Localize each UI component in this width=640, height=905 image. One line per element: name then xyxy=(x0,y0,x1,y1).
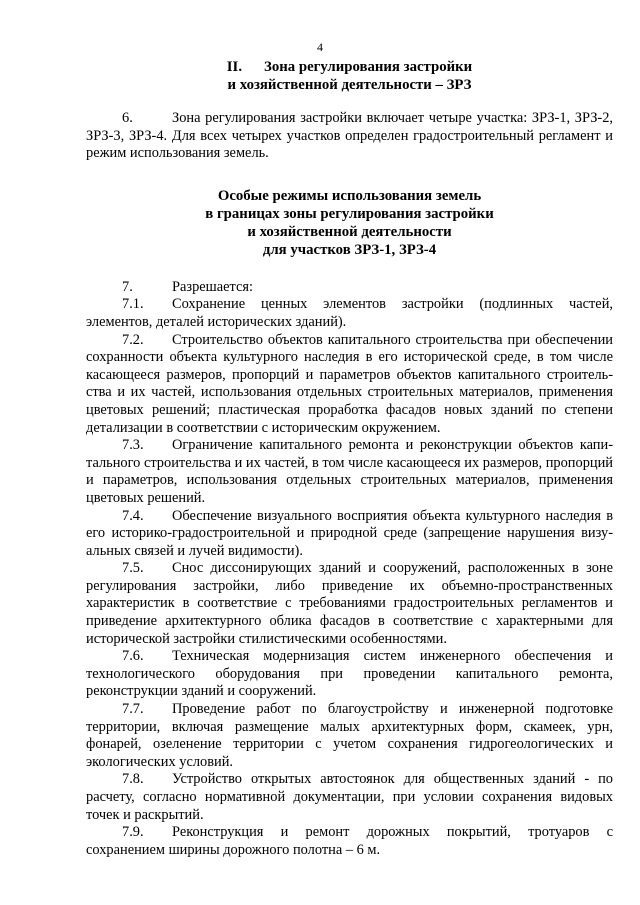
paragraph-7 xyxy=(86,279,613,297)
item-7-2 xyxy=(86,332,613,438)
item-text: Проведение работ по благоустройству и инженерной подготовке территории, включая размещение малых архитектурных форм, скамеек, урн, фонарей, озеленение территории с учетом сохранения гидрогеологических и экологических условий. xyxy=(86,701,613,770)
subsection-heading-line1: Особые режимы использования земель xyxy=(217,187,482,204)
section-heading-line1 xyxy=(86,58,613,76)
item-number: 7.2. xyxy=(122,331,144,348)
paragraph-6 xyxy=(86,110,613,163)
item-7-8 xyxy=(86,771,613,824)
paragraph-number: 6. xyxy=(122,110,133,126)
item-7-1 xyxy=(86,296,613,331)
section-title-line2: и хозяйственной деятельности – ЗРЗ xyxy=(227,77,472,93)
page-number: 4 xyxy=(317,40,323,54)
item-text: Техническая модернизация систем инженерного обеспечения и технологического оборудования при проведении капитального ремонта, реконструкции зданий и сооружений. xyxy=(86,648,613,700)
item-number: 7.4. xyxy=(122,507,144,524)
paragraph-number: 7. xyxy=(122,278,133,295)
section-title-line1: Зона регулирования застройки xyxy=(264,59,473,75)
item-7-7 xyxy=(86,701,613,771)
item-number: 7.9. xyxy=(122,824,144,841)
subsection-heading xyxy=(86,187,613,259)
item-text: Обеспечение визуального восприятия объекта культурного наследия в его историко-градостроительной и природной среде (запрещение нарушения визуальных связей и лучей видимости). xyxy=(86,507,613,559)
document-body xyxy=(86,58,613,859)
item-text: Снос диссонирующих зданий и сооружений, расположенных в зоне регулирования застройки, либо приведение их объемно-пространственных характеристик в соответствие с требованиями градостроительных регламентов и приведение архитектурного облика фасадов в соответствие с характерными для исторической застройки стилистическими особенностями. xyxy=(86,560,613,647)
item-text: Сохранение ценных элементов застройки (подлинных частей, элементов, деталей исторических зданий). xyxy=(86,296,613,330)
item-7-5 xyxy=(86,560,613,648)
item-7-4 xyxy=(86,508,613,561)
section-heading xyxy=(86,58,613,94)
subsection-heading-line3: и хозяйственной деятельности xyxy=(247,223,452,240)
item-text: Устройство открытых автостоянок для общественных зданий - по расчету, согласно нормативной документации, при условии сохранения видовых точек и раскрытий. xyxy=(86,771,613,823)
item-number: 7.3. xyxy=(122,437,144,454)
item-number: 7.7. xyxy=(122,701,144,718)
item-number: 7.5. xyxy=(122,560,144,577)
item-text: Реконструкция и ремонт дорожных покрытий, тротуаров с сохранением ширины дорожного полотна – 6 м. xyxy=(86,824,613,858)
item-7-9 xyxy=(86,824,613,859)
section-numeral: II. xyxy=(226,59,243,75)
subsection-heading-line4: для участков ЗРЗ-1, ЗРЗ-4 xyxy=(262,241,437,258)
item-number: 7.1. xyxy=(122,296,144,313)
subsection-heading-line2: в границах зоны регулирования застройки xyxy=(205,205,494,222)
item-text: Строительство объектов капитального строительства при обеспечении сохранности объекта культурного наследия в его исторической среде, в том числе касающееся размеров, пропорций и параметров объектов капитального строительства и их частей, использования отдельных строительных материалов, применения цветовых решений; пластическая проработка фасадов новых зданий по степени детализации в соответствии с историческим окружением. xyxy=(86,331,613,436)
item-text: Ограничение капитального ремонта и реконструкции объектов капитального строительства и их частей, в том числе касающееся их размеров, пропорций и параметров, использования отдельных строительных материалов, применения цветовых решений. xyxy=(86,437,613,506)
item-number: 7.8. xyxy=(122,771,144,788)
item-7-6 xyxy=(86,648,613,701)
paragraph-text: Зона регулирования застройки включает четыре участка: ЗРЗ-1, ЗРЗ-2, ЗРЗ-3, ЗРЗ-4. Для всех четырех участков определен градостроительный регламент и режим использования земель. xyxy=(86,110,613,162)
item-number: 7.6. xyxy=(122,648,144,665)
paragraph-text: Разрешается: xyxy=(172,278,253,295)
item-7-3 xyxy=(86,437,613,507)
